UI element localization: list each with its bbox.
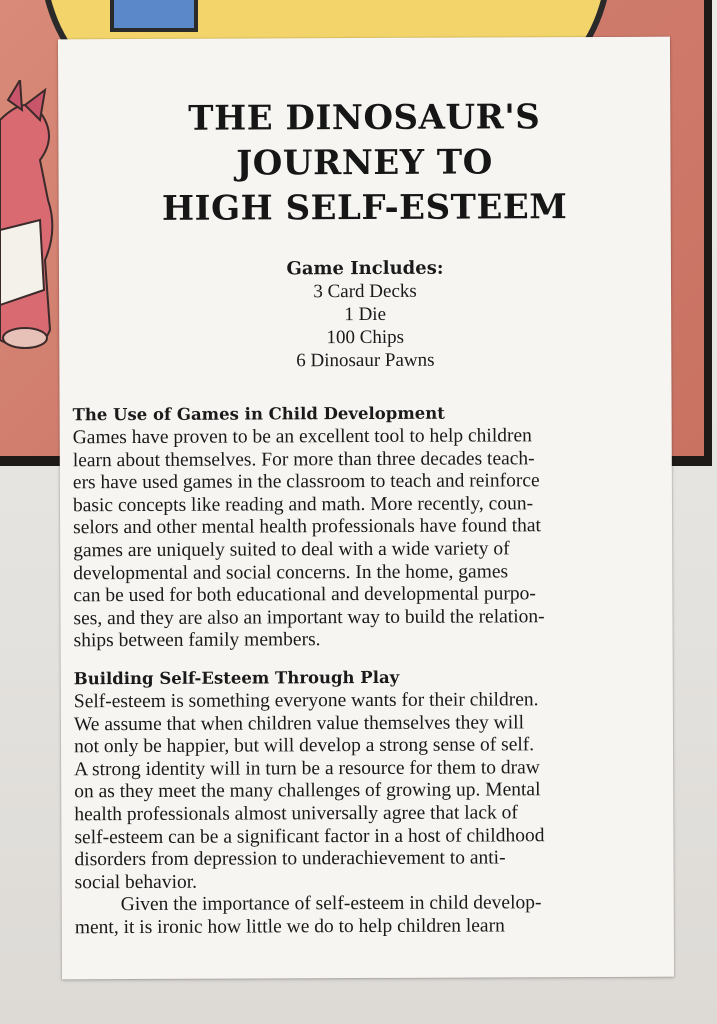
text-line: ers have used games in the classroom to teach and reinforce: [72, 470, 540, 494]
text-line: Given the importance of self-esteem in child develop-: [120, 892, 542, 916]
text-line: developmental and social concerns. In the home, games: [73, 560, 509, 584]
includes-item: 1 Die: [344, 303, 387, 326]
includes-item: 100 Chips: [326, 326, 405, 349]
text-line: ships between family members.: [73, 629, 321, 652]
text-line: learn about themselves. For more than three decades teach-: [72, 447, 535, 471]
text-line: self-esteem can be a significant factor in a host of childhood: [74, 824, 545, 848]
text-line: ses, and they are also an important way to build the relation-: [73, 605, 545, 630]
text-line: A strong identity will in turn be a resource for them to draw: [74, 757, 540, 781]
text-line: ment, it is ironic how little we do to help children learn: [74, 915, 505, 939]
section-building-self-esteem: [74, 665, 665, 940]
text-line: health professionals almost universally agree that lack of: [74, 802, 518, 826]
title-line: HIGH SELF-ESTEEM: [161, 187, 568, 229]
text-line: basic concepts like reading and math. More recently, coun-: [72, 493, 534, 517]
section-games-child-development: [73, 401, 664, 654]
text-line: games are uniquely suited to deal with a wide variety of: [73, 538, 510, 562]
text-line: disorders from depression to underachievement to anti-: [74, 847, 506, 871]
section-heading: Building Self-Esteem Through Play: [73, 667, 400, 689]
game-includes: [59, 257, 671, 374]
text-line: We assume that when children value themselves they will: [73, 711, 525, 735]
includes-item: 3 Card Decks: [313, 280, 417, 303]
text-line: not only be happier, but will develop a strong sense of self.: [73, 734, 535, 758]
includes-item: 6 Dinosaur Pawns: [296, 349, 435, 372]
text-line: Self-esteem is something everyone wants for their children.: [73, 689, 539, 713]
dinosaur-illustration: [0, 80, 60, 360]
section-heading: The Use of Games in Child Development: [72, 403, 445, 425]
board-space-decoration: [110, 0, 198, 32]
text-line: on as they meet the many challenges of growing up. Mental: [74, 779, 541, 803]
paragraph: [74, 689, 665, 895]
text-line: social behavior.: [74, 871, 198, 894]
paragraph: [73, 425, 664, 654]
instruction-sheet: [58, 37, 674, 980]
title-line: THE DINOSAUR'S: [188, 97, 541, 139]
title-line: JOURNEY TO: [236, 142, 493, 184]
paragraph: [75, 892, 665, 940]
document-title: [58, 95, 671, 233]
text-line: selors and other mental health professionals have found that: [73, 515, 542, 539]
includes-heading: Game Includes:: [286, 257, 444, 280]
text-line: Games have proven to be an excellent tool to help children: [72, 425, 532, 449]
text-line: can be used for both educational and developmental purpo-: [73, 583, 536, 607]
